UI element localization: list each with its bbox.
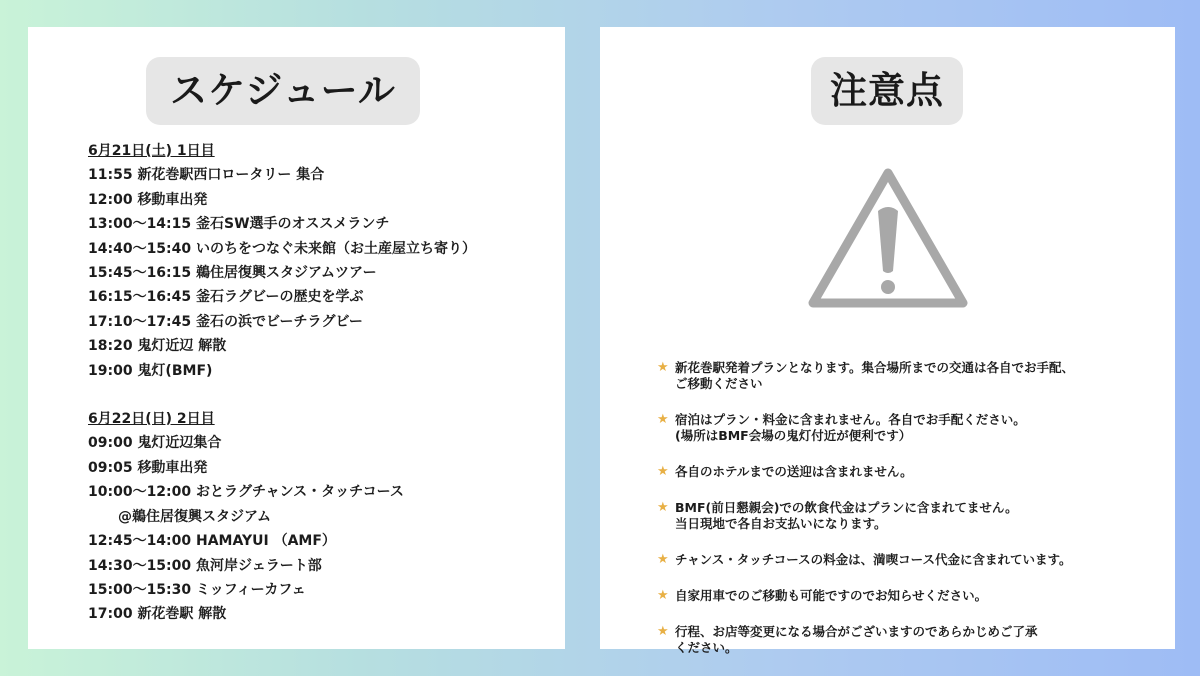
schedule-item: 09:00 鬼灯近辺集合 [88, 435, 222, 452]
notice-item: ★ 行程、お店等変更になる場合がございますのであらかじめご了承 ください。 [657, 624, 1038, 655]
star-icon: ★ [657, 360, 669, 375]
schedule-item: 14:40〜15:40 いのちをつなぐ未来館（お土産屋立ち寄り） [88, 240, 476, 257]
notices-panel [600, 27, 1175, 655]
notice-item: ★ チャンス・タッチコースの料金は、満喫コース代金に含まれています。 [657, 552, 1072, 567]
schedule-item: 11:55 新花巻駅西口ロータリー 集合 [88, 167, 325, 184]
notices-list [657, 360, 1157, 676]
day1-heading: 6月21日(土) 1日目 [88, 143, 215, 159]
notice-item: ★ BMF(前日懇親会)での飲食代金はプランに含まれてません。 当日現地で各自お支払いになります。 [657, 500, 1018, 531]
schedule-title: スケジュール [146, 57, 420, 125]
schedule-item: 17:10〜17:45 釜石の浜でビーチラグビー [88, 313, 363, 330]
schedule-item: 15:45〜16:15 鵜住居復興スタジアムツアー [88, 265, 377, 282]
schedule-item: 18:20 鬼灯近辺 解散 [88, 338, 227, 355]
schedule-item: 17:00 新花巻駅 解散 [88, 606, 227, 623]
star-icon: ★ [657, 552, 669, 567]
schedule-item: 12:45〜14:00 HAMAYUI （AMF） [88, 533, 336, 550]
schedule-item: 13:00〜14:15 釜石SW選手のオススメランチ [88, 216, 390, 233]
star-icon: ★ [657, 588, 669, 603]
notice-item: ★ 各自のホテルまでの送迎は含まれません。 [657, 464, 913, 479]
schedule-item-venue: @鵜住居復興スタジアム [118, 508, 272, 525]
schedule-item: 12:00 移動車出発 [88, 191, 208, 208]
schedule-item: 16:15〜16:45 釜石ラグビーの歴史を学ぶ [88, 289, 364, 306]
star-icon: ★ [657, 624, 669, 639]
star-icon: ★ [657, 500, 669, 515]
schedule-item: 09:05 移動車出発 [88, 459, 208, 476]
day2-heading: 6月22日(日) 2日目 [88, 411, 215, 428]
schedule-item: 10:00〜12:00 おとラグチャンス・タッチコース [88, 484, 404, 501]
star-icon: ★ [657, 464, 669, 479]
schedule-list [88, 139, 548, 627]
schedule-panel [28, 27, 565, 649]
schedule-item: 14:30〜15:00 魚河岸ジェラート部 [88, 557, 322, 574]
notice-item: ★ 新花巻駅発着プランとなります。集合場所までの交通は各自でお手配、 ご移動ください [657, 360, 1075, 391]
notice-item: ★ 自家用車でのご移動も可能ですのでお知らせください。 [657, 588, 988, 603]
schedule-item: 15:00〜15:30 ミッフィーカフェ [88, 581, 306, 598]
warning-triangle-icon [805, 163, 971, 313]
schedule-item: 19:00 鬼灯(BMF) [88, 362, 213, 379]
notices-title: 注意点 [811, 57, 963, 125]
star-icon: ★ [657, 412, 669, 427]
notice-item: ★ 宿泊はプラン・料金に含まれません。各自でお手配ください。 (場所はBMF会場の鬼灯付近が便利です） [657, 412, 1026, 443]
